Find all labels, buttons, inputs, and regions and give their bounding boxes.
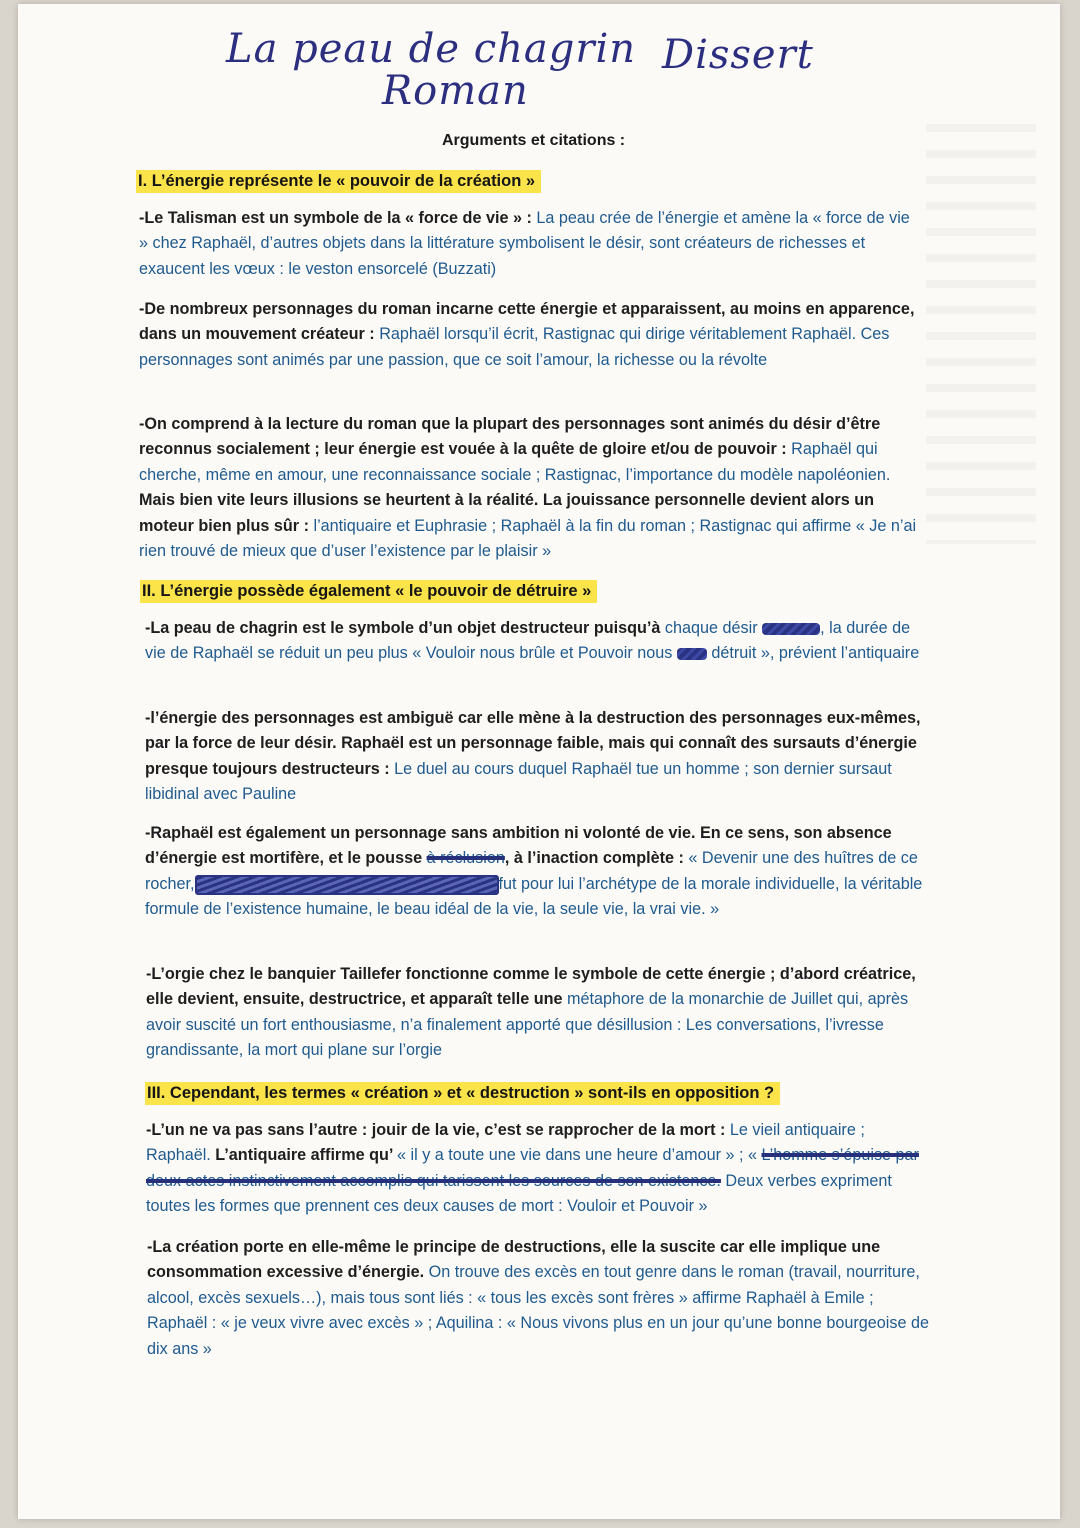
paragraph: -L’un ne va pas sans l’autre : jouir de la vie, c’est se rapprocher de la mort : Le vieil antiquaire ; Raphaël. L’antiquaire affirme qu’ « il y a toute une vie dans une heure d’amour » ; « L’homme s’épuise par deux actes instinctivement accomplis qui tarissent les sources de son existence. Deux verbes expriment toutes les formes que prennent ces deux causes de mort : Vouloir et Pouvoir » [146, 1121, 919, 1216]
paragraph: -L’orgie chez le banquier Taillefer fonctionne comme le symbole de cette énergie ; d’abord créatrice, elle devient, ensuite, destructrice, et apparaît telle une métaphore de la monarchie de Juillet qui, après avoir suscité un fort enthousiasme, n’a finalement apporté que désillusion : Les conversations, l’ivresse grandissante, la mort qui plane sur l’orgie [146, 965, 916, 1060]
section-heading-2: II. L’énergie possède également « le pouvoir de détruire » [140, 580, 597, 603]
document-subtitle: Arguments et citations : [442, 132, 626, 149]
paragraph: -De nombreux personnages du roman incarne cette énergie et apparaissent, au moins en apparence, dans un mouvement créateur : Raphaël lorsqu’il écrit, Rastignac qui dirige véritablement Raphaël. Ces personnages sont animés par une passion, que ce soit l’amour, la richesse ou la révolte [139, 300, 915, 369]
document-page [18, 4, 1060, 1519]
paragraph: -La création porte en elle-même le principe de destructions, elle la suscite car elle implique une consommation excessive d’énergie. On trouve des excès en tout genre dans le roman (travail, nourriture, alcool, excès sexuels…), mais tous sont liés : « tous les excès sont frères » affirme Raphaël à Emile ; Raphaël : « je veux vivre avec excès » ; Aquilina : « Nous vivons plus en un jour qu’une bonne bourgeoise de dix ans » [147, 1238, 929, 1358]
handwritten-subtitle-roman: Roman [382, 68, 529, 114]
paragraph: -On comprend à la lecture du roman que la plupart des personnages sont animés du désir d’être reconnus socialement ; leur énergie est vouée à la quête de gloire et/ou de pouvoir : Raphaël qui cherche, même en amour, une reconnaissance sociale ; Rastignac, l’importance du modèle napoléonien. Mais bien vite leurs illusions se heurtent à la réalité. La jouissance personnelle devient alors un moteur bien plus sûr : l’antiquaire et Euphrasie ; Raphaël à la fin du roman ; Rastignac qui affirme « Je n’ai rien trouvé de mieux que d’user l’existence par le plaisir » [139, 415, 917, 561]
crossed-out-word [677, 648, 707, 660]
paragraph: -La peau de chagrin est le symbole d’un objet destructeur puisqu’à chaque désir , la durée de vie de Raphaël se réduit un peu plus « Vouloir nous brûle et Pouvoir nous détruit », prévient l’antiquaire [145, 619, 920, 663]
paragraph: -Le Talisman est un symbole de la « force de vie » : La peau crée de l’énergie et amène la « force de vie » chez Raphaël, d’autres objets dans la littérature symbolisent le désir, sont créateurs de richesses et exaucent les vœux : le veston ensorcelé (Buzzati) [139, 209, 910, 278]
handwritten-label-dissert: Dissert [662, 32, 814, 78]
crossed-out-word [762, 623, 820, 635]
crossed-out-passage [195, 875, 499, 895]
handwritten-title: La peau de chagrin [226, 26, 637, 72]
bleed-through-text [926, 124, 1036, 544]
section-heading-3: III. Cependant, les termes « création » et « destruction » sont-ils en opposition ? [145, 1082, 780, 1105]
paragraph: -l’énergie des personnages est ambiguë car elle mène à la destruction des personnages eux-mêmes, par la force de leur désir. Raphaël est un personnage faible, mais qui connaît des sursauts d’énergie presque toujours destructeurs : Le duel au cours duquel Raphaël tue un homme ; son dernier sursaut libidinal avec Pauline [145, 709, 921, 804]
paragraph: -Raphaël est également un personnage sans ambition ni volonté de vie. En ce sens, son absence d’énergie est mortifère, et le pousse à réclusion, à l’inaction complète : « Devenir une des huîtres de ce rocher, fut pour lui l’archétype de la morale individuelle, la véritable formule de l’existence humaine, le beau idéal de la vie, la seule vie, la vrai vie. » [145, 824, 923, 919]
section-heading-1: I. L’énergie représente le « pouvoir de la création » [136, 170, 541, 193]
